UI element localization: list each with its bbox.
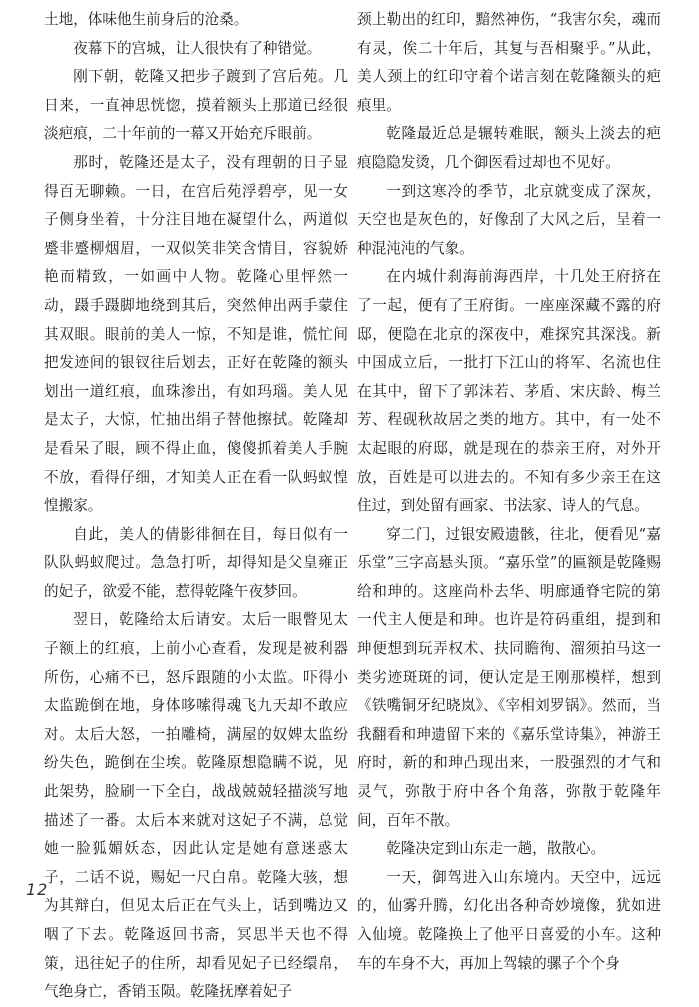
paragraph: 一天，御驾进入山东境内。天空中，远远的，仙雾升腾，幻化出各种奇妙境像，犹如进入仙境。乾隆换上了他平日喜爱的小车。这种车的车身不大，再加上驾辕的骡子个个身 xyxy=(357,868,661,972)
paragraph: 颈上勒出的红印，黯然神伤，“我害尔矣，魂而有灵，俟二十年后，其复与吾相聚乎。”从此，美人颈上的红印守着个诺言刻在乾隆额头的疤痕里。 xyxy=(357,11,661,114)
page-number: 12 xyxy=(26,880,49,899)
paragraph: 那时，乾隆还是太子，没有理朝的日子显得百无聊赖。一日，在宫后苑浮碧亭，见一女子侧身坐着，十分注目地在凝望什么，两道似蹙非蹙柳烟眉，一双似笑非笑含情目，容貌娇艳而精致，一如画中人物。乾隆心里怦然一动，蹑手蹑脚地绕到其后，突然伸出两手蒙住其双眼。眼前的美人一惊，不知是谁，慌忙间把发迹间的银钗往后划去，正好在乾隆的额头划出一道红痕，血珠渗出，有如玛瑙。美人见是太子，大惊，忙抽出绢子替他擦拭。乾隆却是看呆了眼，顾不得止血，傻傻抓着美人手腕不放，看得仔细，才知美人正在看一队蚂蚁惶惶搬家。 xyxy=(44,153,348,515)
paragraph: 刚下朝，乾隆又把步子踱到了宫后苑。几日来，一直神思恍惚，摸着额头上那道已经很淡疤痕，二十年前的一幕又开始充斥眼前。 xyxy=(44,68,348,143)
paragraph: 在内城什刹海前海西岸，十几处王府挤在了一起，便有了王府街。一座座深藏不露的府邸，便隐在北京的深夜中，难探究其深浅。新中国成立后，一批打下江山的将军、名流也住在其中，留下了郭沫若、茅盾、宋庆龄、梅兰芳、程砚秋故居之类的地方。其中，有一处不太起眼的府邸，就是现在的恭亲王府，对外开放，百姓是可以进去的。不知有多少亲王在这住过，到处留有画家、书法家、诗人的气息。 xyxy=(357,268,661,515)
right-text-column xyxy=(357,6,661,978)
paragraph: 一到这寒冷的季节，北京就变成了深灰，天空也是灰色的，好像刮了大风之后，呈着一种混沌沌的气象。 xyxy=(357,182,661,257)
left-text-column xyxy=(44,6,348,1007)
paragraph: 乾隆最近总是辗转难眠，额头上淡去的疤痕隐隐发烫，几个御医看过却也不见好。 xyxy=(357,125,661,171)
paragraph: 夜幕下的宫城，让人很快有了种错觉。 xyxy=(73,39,322,57)
paragraph: 翌日，乾隆给太后请安。太后一眼瞥见太子额上的红痕，上前小心查看，发现是被利器所伤，心痛不已，怒斥跟随的小太监。吓得小太监跪倒在地，身体哆嗦得魂飞九天却不敢应对。太后大怒，一拍雕椅，满屋的奴婢太监纷纷失色，跪倒在尘埃。乾隆原想隐瞒不说，见此架势，脸刷一下全白，战战兢兢轻描淡写地描述了一番。太后本来就对这妃子不满，总觉她一脸狐媚妖态，因此认定是她有意迷惑太子，二话不说，赐妃一尺白帛。乾隆大骇，想为其辩白，但见太后正在气头上，话到嘴边又咽了下去。乾隆返回书斋，冥思半天也不得策，迅往妃子的住所，却看见妃子已经缳帛，气绝身亡，香销玉陨。乾隆抚摩着妃子 xyxy=(44,611,348,1001)
paragraph: 自此，美人的倩影徘徊在目，每日似有一队队蚂蚁爬过。急急打听，却得知是父皇雍正的妃子，欲爱不能，惹得乾隆午夜梦回。 xyxy=(44,525,348,600)
paragraph: 土地，体味他生前身后的沧桑。 xyxy=(44,11,249,28)
paragraph: 穿二门，过银安殿遗骸，往北，便看见“嘉乐堂”三字高悬头顶。“嘉乐堂”的匾额是乾隆赐给和珅的。这座尚朴去华、明廊通脊宅院的第一代主人便是和珅。也许是符码重组，提到和珅便想到玩弄权术、扶同瞻徇、溜须拍马这一类劣迹斑斑的词，便认定是王刚那模样，想到《铁嘴铜牙纪晓岚》、《宰相刘罗锅》。然而，当我翻看和珅遗留下来的《嘉乐堂诗集》，神游王府时，新的和珅凸现出来，一股强烈的才气和灵气，弥散于府中各个角落，弥散于乾隆年间，百年不散。 xyxy=(357,525,661,829)
paragraph: 乾隆决定到山东走一趟，散散心。 xyxy=(386,840,606,858)
